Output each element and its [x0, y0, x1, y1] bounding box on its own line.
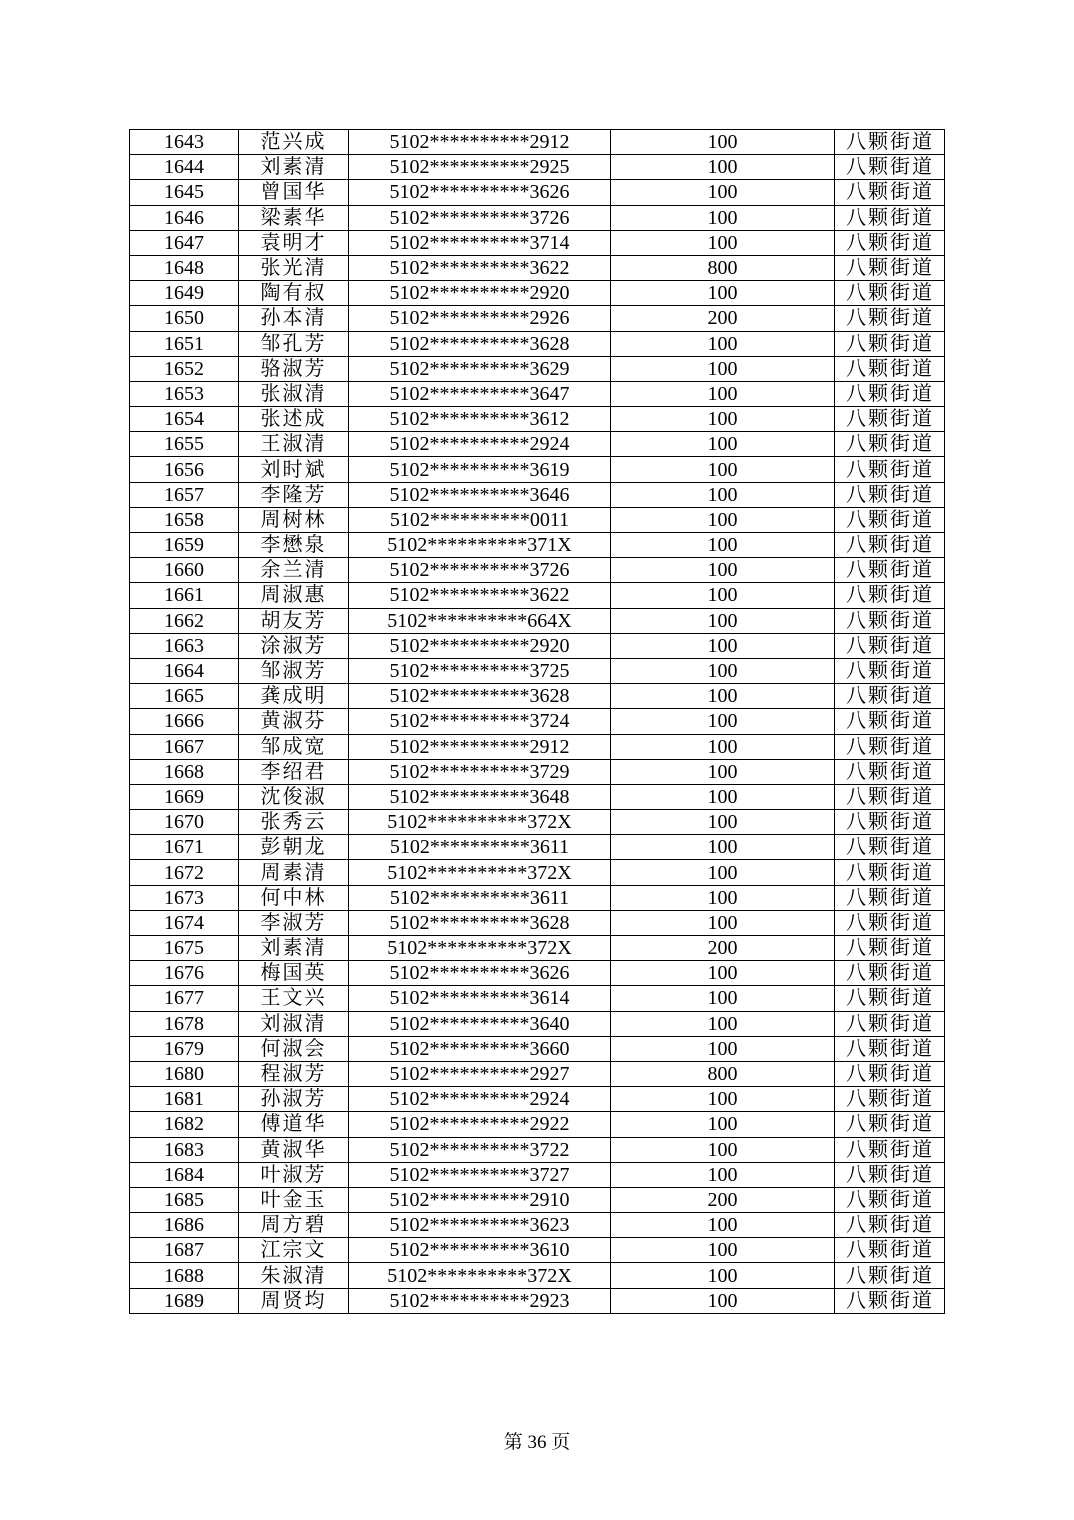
name-cell: 何中林 [239, 885, 349, 910]
table-row [130, 1263, 945, 1288]
name-cell: 刘素清 [239, 155, 349, 180]
row-number-cell: 1674 [130, 910, 239, 935]
table-row [130, 1213, 945, 1238]
table-row [130, 356, 945, 381]
row-number-cell: 1687 [130, 1238, 239, 1263]
name-cell: 胡友芳 [239, 608, 349, 633]
row-number-cell: 1645 [130, 180, 239, 205]
id-number-cell: 5102**********3623 [349, 1213, 611, 1238]
name-cell: 黄淑华 [239, 1137, 349, 1162]
street-cell: 八颗街道 [835, 608, 945, 633]
table-row [130, 482, 945, 507]
street-cell: 八颗街道 [835, 1112, 945, 1137]
table-row [130, 734, 945, 759]
table-row [130, 784, 945, 809]
amount-cell: 100 [611, 583, 835, 608]
table-row [130, 709, 945, 734]
amount-cell: 100 [611, 230, 835, 255]
id-number-cell: 5102**********3614 [349, 986, 611, 1011]
street-cell: 八颗街道 [835, 381, 945, 406]
row-number-cell: 1680 [130, 1061, 239, 1086]
amount-cell: 100 [611, 533, 835, 558]
amount-cell: 100 [611, 633, 835, 658]
table-row [130, 961, 945, 986]
table-row [130, 860, 945, 885]
street-cell: 八颗街道 [835, 1238, 945, 1263]
table-row [130, 810, 945, 835]
name-cell: 孙淑芳 [239, 1087, 349, 1112]
name-cell: 曾国华 [239, 180, 349, 205]
id-number-cell: 5102**********2925 [349, 155, 611, 180]
name-cell: 骆淑芳 [239, 356, 349, 381]
row-number-cell: 1688 [130, 1263, 239, 1288]
table-row [130, 1061, 945, 1086]
id-number-cell: 5102**********372X [349, 936, 611, 961]
id-number-cell: 5102**********2912 [349, 130, 611, 155]
id-number-cell: 5102**********372X [349, 1263, 611, 1288]
row-number-cell: 1660 [130, 558, 239, 583]
street-cell: 八颗街道 [835, 1137, 945, 1162]
table-row [130, 1137, 945, 1162]
table-row [130, 205, 945, 230]
street-cell: 八颗街道 [835, 1087, 945, 1112]
id-number-cell: 5102**********2910 [349, 1187, 611, 1212]
row-number-cell: 1675 [130, 936, 239, 961]
street-cell: 八颗街道 [835, 130, 945, 155]
street-cell: 八颗街道 [835, 205, 945, 230]
name-cell: 余兰清 [239, 558, 349, 583]
street-cell: 八颗街道 [835, 784, 945, 809]
row-number-cell: 1670 [130, 810, 239, 835]
street-cell: 八颗街道 [835, 155, 945, 180]
street-cell: 八颗街道 [835, 885, 945, 910]
amount-cell: 100 [611, 331, 835, 356]
amount-cell: 100 [611, 432, 835, 457]
roster-table-body [130, 130, 945, 1314]
id-number-cell: 5102**********372X [349, 860, 611, 885]
id-number-cell: 5102**********2922 [349, 1112, 611, 1137]
name-cell: 周方碧 [239, 1213, 349, 1238]
table-row [130, 1288, 945, 1313]
street-cell: 八颗街道 [835, 1263, 945, 1288]
name-cell: 邹淑芳 [239, 658, 349, 683]
name-cell: 张秀云 [239, 810, 349, 835]
amount-cell: 100 [611, 507, 835, 532]
table-row [130, 986, 945, 1011]
amount-cell: 100 [611, 558, 835, 583]
name-cell: 陶有叔 [239, 281, 349, 306]
table-row [130, 306, 945, 331]
table-row [130, 1011, 945, 1036]
street-cell: 八颗街道 [835, 684, 945, 709]
street-cell: 八颗街道 [835, 230, 945, 255]
amount-cell: 100 [611, 709, 835, 734]
street-cell: 八颗街道 [835, 1011, 945, 1036]
name-cell: 张述成 [239, 407, 349, 432]
name-cell: 李绍君 [239, 759, 349, 784]
id-number-cell: 5102**********3626 [349, 961, 611, 986]
amount-cell: 100 [611, 759, 835, 784]
row-number-cell: 1677 [130, 986, 239, 1011]
name-cell: 刘时斌 [239, 457, 349, 482]
row-number-cell: 1664 [130, 658, 239, 683]
table-row [130, 432, 945, 457]
street-cell: 八颗街道 [835, 281, 945, 306]
row-number-cell: 1683 [130, 1137, 239, 1162]
row-number-cell: 1678 [130, 1011, 239, 1036]
roster-table [129, 129, 945, 1314]
row-number-cell: 1666 [130, 709, 239, 734]
row-number-cell: 1649 [130, 281, 239, 306]
street-cell: 八颗街道 [835, 1061, 945, 1086]
id-number-cell: 5102**********3726 [349, 558, 611, 583]
row-number-cell: 1669 [130, 784, 239, 809]
amount-cell: 100 [611, 810, 835, 835]
table-row [130, 759, 945, 784]
amount-cell: 100 [611, 1011, 835, 1036]
id-number-cell: 5102**********3622 [349, 255, 611, 280]
name-cell: 龚成明 [239, 684, 349, 709]
id-number-cell: 5102**********3628 [349, 910, 611, 935]
id-number-cell: 5102**********3714 [349, 230, 611, 255]
amount-cell: 200 [611, 306, 835, 331]
table-row [130, 658, 945, 683]
table-row [130, 1112, 945, 1137]
id-number-cell: 5102**********3722 [349, 1137, 611, 1162]
table-row [130, 1187, 945, 1212]
amount-cell: 100 [611, 381, 835, 406]
amount-cell: 100 [611, 1087, 835, 1112]
amount-cell: 100 [611, 1288, 835, 1313]
name-cell: 李淑芳 [239, 910, 349, 935]
name-cell: 彭朝龙 [239, 835, 349, 860]
amount-cell: 100 [611, 784, 835, 809]
amount-cell: 100 [611, 482, 835, 507]
page-number: 第 36 页 [503, 1432, 571, 1453]
name-cell: 朱淑清 [239, 1263, 349, 1288]
name-cell: 张淑清 [239, 381, 349, 406]
amount-cell: 100 [611, 1263, 835, 1288]
id-number-cell: 5102**********3648 [349, 784, 611, 809]
amount-cell: 100 [611, 281, 835, 306]
row-number-cell: 1644 [130, 155, 239, 180]
id-number-cell: 5102**********3729 [349, 759, 611, 784]
table-row [130, 1162, 945, 1187]
amount-cell: 100 [611, 835, 835, 860]
amount-cell: 800 [611, 255, 835, 280]
row-number-cell: 1651 [130, 331, 239, 356]
table-row [130, 1036, 945, 1061]
table-row [130, 407, 945, 432]
row-number-cell: 1665 [130, 684, 239, 709]
amount-cell: 100 [611, 1112, 835, 1137]
id-number-cell: 5102**********2920 [349, 281, 611, 306]
id-number-cell: 5102**********3612 [349, 407, 611, 432]
id-number-cell: 5102**********3647 [349, 381, 611, 406]
amount-cell: 100 [611, 1213, 835, 1238]
id-number-cell: 5102**********664X [349, 608, 611, 633]
amount-cell: 100 [611, 180, 835, 205]
name-cell: 刘淑清 [239, 1011, 349, 1036]
amount-cell: 100 [611, 130, 835, 155]
amount-cell: 100 [611, 356, 835, 381]
id-number-cell: 5102**********2924 [349, 1087, 611, 1112]
street-cell: 八颗街道 [835, 432, 945, 457]
table-row [130, 180, 945, 205]
id-number-cell: 5102**********3619 [349, 457, 611, 482]
street-cell: 八颗街道 [835, 986, 945, 1011]
amount-cell: 100 [611, 860, 835, 885]
street-cell: 八颗街道 [835, 533, 945, 558]
street-cell: 八颗街道 [835, 734, 945, 759]
table-row [130, 507, 945, 532]
name-cell: 邹成宽 [239, 734, 349, 759]
name-cell: 叶淑芳 [239, 1162, 349, 1187]
row-number-cell: 1673 [130, 885, 239, 910]
id-number-cell: 5102**********3724 [349, 709, 611, 734]
amount-cell: 800 [611, 1061, 835, 1086]
name-cell: 江宗文 [239, 1238, 349, 1263]
table-row [130, 608, 945, 633]
amount-cell: 100 [611, 885, 835, 910]
row-number-cell: 1671 [130, 835, 239, 860]
table-row [130, 1087, 945, 1112]
name-cell: 何淑会 [239, 1036, 349, 1061]
name-cell: 袁明才 [239, 230, 349, 255]
name-cell: 孙本清 [239, 306, 349, 331]
table-row [130, 885, 945, 910]
id-number-cell: 5102**********3727 [349, 1162, 611, 1187]
name-cell: 邹孔芳 [239, 331, 349, 356]
street-cell: 八颗街道 [835, 482, 945, 507]
table-row [130, 684, 945, 709]
street-cell: 八颗街道 [835, 759, 945, 784]
row-number-cell: 1652 [130, 356, 239, 381]
id-number-cell: 5102**********2927 [349, 1061, 611, 1086]
street-cell: 八颗街道 [835, 936, 945, 961]
row-number-cell: 1667 [130, 734, 239, 759]
amount-cell: 100 [611, 1162, 835, 1187]
id-number-cell: 5102**********3725 [349, 658, 611, 683]
street-cell: 八颗街道 [835, 658, 945, 683]
row-number-cell: 1672 [130, 860, 239, 885]
id-number-cell: 5102**********3611 [349, 835, 611, 860]
row-number-cell: 1661 [130, 583, 239, 608]
id-number-cell: 5102**********3611 [349, 885, 611, 910]
street-cell: 八颗街道 [835, 583, 945, 608]
amount-cell: 100 [611, 1238, 835, 1263]
id-number-cell: 5102**********3628 [349, 684, 611, 709]
row-number-cell: 1653 [130, 381, 239, 406]
row-number-cell: 1658 [130, 507, 239, 532]
amount-cell: 100 [611, 910, 835, 935]
table-row [130, 255, 945, 280]
amount-cell: 100 [611, 407, 835, 432]
row-number-cell: 1668 [130, 759, 239, 784]
street-cell: 八颗街道 [835, 1162, 945, 1187]
name-cell: 李懋泉 [239, 533, 349, 558]
id-number-cell: 5102**********2924 [349, 432, 611, 457]
street-cell: 八颗街道 [835, 1213, 945, 1238]
table-row [130, 583, 945, 608]
table-row [130, 533, 945, 558]
row-number-cell: 1654 [130, 407, 239, 432]
table-row [130, 835, 945, 860]
name-cell: 梁素华 [239, 205, 349, 230]
id-number-cell: 5102**********0011 [349, 507, 611, 532]
id-number-cell: 5102**********2912 [349, 734, 611, 759]
name-cell: 范兴成 [239, 130, 349, 155]
street-cell: 八颗街道 [835, 407, 945, 432]
table-row [130, 331, 945, 356]
id-number-cell: 5102**********2920 [349, 633, 611, 658]
table-row [130, 936, 945, 961]
amount-cell: 200 [611, 1187, 835, 1212]
row-number-cell: 1656 [130, 457, 239, 482]
name-cell: 周树林 [239, 507, 349, 532]
street-cell: 八颗街道 [835, 1187, 945, 1212]
table-row [130, 230, 945, 255]
name-cell: 周素清 [239, 860, 349, 885]
id-number-cell: 5102**********371X [349, 533, 611, 558]
row-number-cell: 1650 [130, 306, 239, 331]
row-number-cell: 1648 [130, 255, 239, 280]
id-number-cell: 5102**********3640 [349, 1011, 611, 1036]
row-number-cell: 1684 [130, 1162, 239, 1187]
street-cell: 八颗街道 [835, 457, 945, 482]
street-cell: 八颗街道 [835, 1288, 945, 1313]
name-cell: 王文兴 [239, 986, 349, 1011]
id-number-cell: 5102**********2923 [349, 1288, 611, 1313]
row-number-cell: 1659 [130, 533, 239, 558]
name-cell: 黄淑芬 [239, 709, 349, 734]
amount-cell: 100 [611, 961, 835, 986]
name-cell: 叶金玉 [239, 1187, 349, 1212]
name-cell: 沈俊淑 [239, 784, 349, 809]
amount-cell: 100 [611, 1036, 835, 1061]
row-number-cell: 1655 [130, 432, 239, 457]
name-cell: 梅国英 [239, 961, 349, 986]
street-cell: 八颗街道 [835, 961, 945, 986]
id-number-cell: 5102**********3646 [349, 482, 611, 507]
row-number-cell: 1679 [130, 1036, 239, 1061]
amount-cell: 100 [611, 155, 835, 180]
street-cell: 八颗街道 [835, 558, 945, 583]
name-cell: 王淑清 [239, 432, 349, 457]
amount-cell: 100 [611, 684, 835, 709]
row-number-cell: 1643 [130, 130, 239, 155]
name-cell: 李隆芳 [239, 482, 349, 507]
id-number-cell: 5102**********372X [349, 810, 611, 835]
table-row [130, 457, 945, 482]
table-row [130, 155, 945, 180]
row-number-cell: 1646 [130, 205, 239, 230]
amount-cell: 100 [611, 608, 835, 633]
amount-cell: 100 [611, 1137, 835, 1162]
amount-cell: 100 [611, 734, 835, 759]
id-number-cell: 5102**********3628 [349, 331, 611, 356]
row-number-cell: 1682 [130, 1112, 239, 1137]
table-row [130, 381, 945, 406]
street-cell: 八颗街道 [835, 255, 945, 280]
street-cell: 八颗街道 [835, 709, 945, 734]
row-number-cell: 1689 [130, 1288, 239, 1313]
street-cell: 八颗街道 [835, 180, 945, 205]
row-number-cell: 1676 [130, 961, 239, 986]
amount-cell: 100 [611, 205, 835, 230]
street-cell: 八颗街道 [835, 356, 945, 381]
table-row [130, 281, 945, 306]
table-row [130, 558, 945, 583]
table-row [130, 130, 945, 155]
name-cell: 周淑惠 [239, 583, 349, 608]
table-row [130, 1238, 945, 1263]
amount-cell: 200 [611, 936, 835, 961]
street-cell: 八颗街道 [835, 306, 945, 331]
name-cell: 涂淑芳 [239, 633, 349, 658]
street-cell: 八颗街道 [835, 835, 945, 860]
id-number-cell: 5102**********3629 [349, 356, 611, 381]
name-cell: 周贤均 [239, 1288, 349, 1313]
row-number-cell: 1681 [130, 1087, 239, 1112]
id-number-cell: 5102**********3622 [349, 583, 611, 608]
row-number-cell: 1657 [130, 482, 239, 507]
table-row [130, 910, 945, 935]
name-cell: 程淑芳 [239, 1061, 349, 1086]
row-number-cell: 1662 [130, 608, 239, 633]
street-cell: 八颗街道 [835, 507, 945, 532]
street-cell: 八颗街道 [835, 910, 945, 935]
name-cell: 傅道华 [239, 1112, 349, 1137]
street-cell: 八颗街道 [835, 810, 945, 835]
name-cell: 刘素清 [239, 936, 349, 961]
street-cell: 八颗街道 [835, 331, 945, 356]
table-row [130, 633, 945, 658]
id-number-cell: 5102**********3726 [349, 205, 611, 230]
id-number-cell: 5102**********3610 [349, 1238, 611, 1263]
row-number-cell: 1663 [130, 633, 239, 658]
street-cell: 八颗街道 [835, 1036, 945, 1061]
row-number-cell: 1685 [130, 1187, 239, 1212]
amount-cell: 100 [611, 986, 835, 1011]
row-number-cell: 1686 [130, 1213, 239, 1238]
street-cell: 八颗街道 [835, 860, 945, 885]
name-cell: 张光清 [239, 255, 349, 280]
id-number-cell: 5102**********2926 [349, 306, 611, 331]
street-cell: 八颗街道 [835, 633, 945, 658]
row-number-cell: 1647 [130, 230, 239, 255]
amount-cell: 100 [611, 457, 835, 482]
amount-cell: 100 [611, 658, 835, 683]
id-number-cell: 5102**********3626 [349, 180, 611, 205]
id-number-cell: 5102**********3660 [349, 1036, 611, 1061]
